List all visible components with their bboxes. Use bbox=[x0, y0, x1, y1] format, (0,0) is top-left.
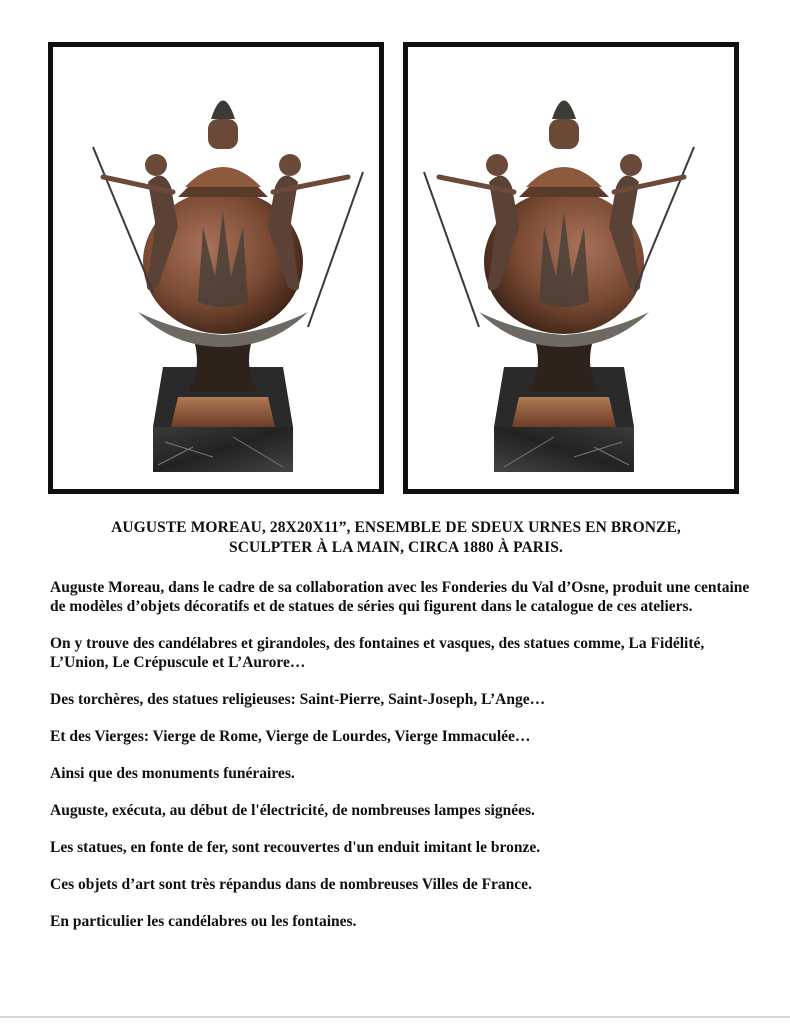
spear-left bbox=[634, 147, 694, 292]
page-bottom-divider bbox=[0, 1016, 790, 1018]
spear-left bbox=[93, 147, 153, 292]
marble-base bbox=[494, 427, 634, 472]
bronze-urn-illustration-right bbox=[408, 47, 734, 489]
bronze-plinth bbox=[512, 397, 616, 427]
urn-photo-left bbox=[48, 42, 384, 494]
urn-group bbox=[93, 101, 363, 473]
document-body bbox=[50, 578, 750, 949]
paragraph: On y trouve des candélabres et girandoles, des fontaines et vasques, des statues comme, La Fidélité, L’Union, Le Crépuscule et L’Aurore… bbox=[50, 635, 705, 671]
document-title bbox=[40, 518, 752, 558]
paragraph: En particulier les candélabres ou les fontaines. bbox=[50, 913, 357, 930]
title-line-1: AUGUSTE MOREAU, 28X20X11”, ENSEMBLE DE SDEUX URNES EN BRONZE, bbox=[111, 519, 681, 536]
marble-base bbox=[153, 427, 293, 472]
lid-finial bbox=[211, 101, 235, 120]
paragraph: Des torchères, des statues religieuses: Saint-Pierre, Saint-Joseph, L’Ange… bbox=[50, 691, 546, 708]
urn-lid bbox=[526, 167, 602, 187]
lid-finial bbox=[552, 101, 576, 120]
title-line-2: SCULPTER À LA MAIN, CIRCA 1880 À PARIS. bbox=[229, 539, 563, 556]
spear-right bbox=[308, 172, 363, 327]
paragraph: Les statues, en fonte de fer, sont recouvertes d'un enduit imitant le bronze. bbox=[50, 839, 541, 856]
bronze-urn-illustration-left bbox=[53, 47, 379, 489]
spear-right bbox=[424, 172, 479, 327]
paragraph: Auguste, exécuta, au début de l'électricité, de nombreuses lampes signées. bbox=[50, 802, 535, 819]
paragraph: Ces objets d’art sont très répandus dans de nombreuses Villes de France. bbox=[50, 876, 532, 893]
bronze-plinth bbox=[171, 397, 275, 427]
paragraph: Et des Vierges: Vierge de Rome, Vierge de Lourdes, Vierge Immaculée… bbox=[50, 728, 531, 745]
urn-photo-right bbox=[403, 42, 739, 494]
urn-group-mirrored bbox=[424, 101, 694, 473]
paragraph: Auguste Moreau, dans le cadre de sa collaboration avec les Fonderies du Val d’Osne, produit une centaine de modèles d’objets décoratifs et de statues de séries qui figurent dans le catalogue de ces ateliers. bbox=[50, 579, 750, 615]
urn-lid bbox=[185, 167, 261, 187]
paragraph: Ainsi que des monuments funéraires. bbox=[50, 765, 295, 782]
